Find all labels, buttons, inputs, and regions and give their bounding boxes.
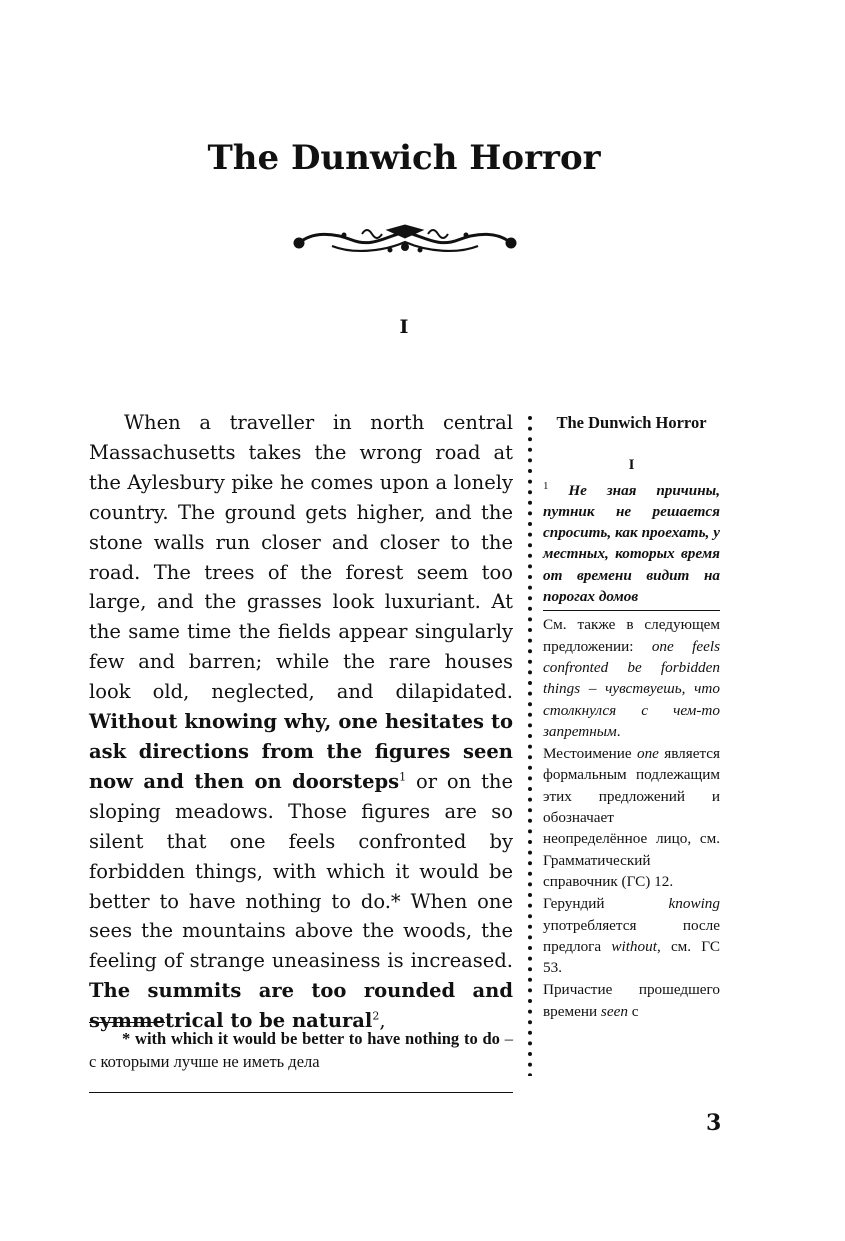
gloss-text: Не зная причины, путник не решается спросить, как проехать, у местных, которых время от времени видит на порогах домов <box>543 481 720 606</box>
divider-dot <box>528 437 532 441</box>
divider-dot <box>528 681 532 685</box>
divider-dot <box>528 946 532 950</box>
main-sentence-2: or on the sloping meadows. Those figures are so silent that one feels confronted by forbidden things, with which it would be better to have nothing to do.* When one sees the mountains above the woods, the feeling of strange uneasiness is increased. <box>89 769 514 973</box>
divider-dot <box>528 660 532 664</box>
divider-dot <box>528 554 532 558</box>
divider-dot <box>528 734 532 738</box>
sidebar-note-2 <box>543 743 720 892</box>
divider-dot <box>528 1063 532 1067</box>
divider-dot <box>528 935 532 939</box>
divider-dot <box>528 1052 532 1056</box>
divider-dot <box>528 1020 532 1024</box>
divider-dot <box>528 999 532 1003</box>
divider-dot <box>528 596 532 600</box>
divider-dot <box>528 702 532 706</box>
divider-dot <box>528 904 532 908</box>
divider-dot <box>528 533 532 537</box>
divider-dot <box>528 840 532 844</box>
divider-dot <box>528 480 532 484</box>
divider-dot <box>528 893 532 897</box>
sidebar-gloss <box>543 480 720 608</box>
divider-dot <box>528 851 532 855</box>
divider-dot <box>528 723 532 727</box>
note-3-italic-2: without <box>611 937 657 955</box>
divider-dot <box>528 808 532 812</box>
note-1-end: . <box>616 722 621 740</box>
main-text <box>89 408 513 1036</box>
sidebar-note-3 <box>543 893 720 978</box>
sidebar-note-1 <box>543 614 720 742</box>
bottom-rule <box>89 1092 513 1093</box>
note-4-italic: seen <box>600 1002 628 1020</box>
footnote-ref-2[interactable]: 2 <box>372 1009 380 1023</box>
sidebar-notes <box>543 408 720 1023</box>
sidebar-chapter: I <box>628 457 635 474</box>
divider-dot <box>528 829 532 833</box>
divider-dot <box>528 819 532 823</box>
divider-dot <box>528 1010 532 1014</box>
footnote-ref-1[interactable]: 1 <box>399 770 407 784</box>
divider-dot <box>528 766 532 770</box>
divider-dot <box>528 448 532 452</box>
divider-dot <box>528 978 532 982</box>
divider-dot <box>528 1041 532 1045</box>
divider-dot <box>528 670 532 674</box>
ornament-divider-icon <box>292 224 518 258</box>
note-3-italic: knowing <box>668 895 720 913</box>
divider-dot <box>528 776 532 780</box>
sidebar-rule <box>543 610 720 611</box>
gloss-number: 1 <box>543 479 549 492</box>
note-4-text: Причастие прошедшего времени <box>543 981 720 1020</box>
main-bold-1: Without knowing why, one hesitates to ask directions from the figures seen now and then on doorsteps <box>89 710 513 793</box>
divider-dot <box>528 745 532 749</box>
divider-dot <box>528 925 532 929</box>
divider-dot <box>528 607 532 611</box>
divider-dot <box>528 586 532 590</box>
divider-dot <box>528 1073 532 1076</box>
note-1-text: См. также в следующем предложении: <box>543 616 720 655</box>
divider-dot <box>528 543 532 547</box>
note-1-italic: one feels confronted be forbidden things – чувствуешь, что столкнулся с чем-то запретным <box>543 637 720 740</box>
divider-dot <box>528 511 532 515</box>
main-sentence-1: When a traveller in north central Massachusetts takes the wrong road at the Aylesbury pike he comes upon a lonely country. The ground gets higher, and the stone walls run closer and closer to the road. The trees of the forest seem too large, and the grasses look luxuriant. At the same time the fields appear singularly few and barren; while the rare houses look old, neglected, and dilapidated. <box>89 411 513 704</box>
footnote <box>89 1027 513 1073</box>
footnote-bold: * with which it would be better to have nothing to do <box>122 1029 500 1048</box>
divider-dot <box>528 458 532 462</box>
page-title: The Dunwich Horror <box>207 138 601 178</box>
divider-dot <box>528 1031 532 1035</box>
main-bold-2: The summits are too rounded and symmetrical to be natural <box>89 979 513 1033</box>
note-4-end: с <box>631 1002 639 1020</box>
divider-dot <box>528 798 532 802</box>
divider-dot <box>528 469 532 473</box>
divider-dot <box>528 522 532 526</box>
divider-dot <box>528 882 532 886</box>
sidebar-title: The Dunwich Horror <box>556 413 707 432</box>
divider-dot <box>528 787 532 791</box>
divider-dot <box>528 861 532 865</box>
divider-dot <box>528 416 532 420</box>
page-number: 3 <box>706 1110 722 1136</box>
note-3-text: Герундий <box>543 895 605 913</box>
divider-dot <box>528 957 532 961</box>
note-3-mid: употребляется после предлога <box>543 916 720 955</box>
divider-dot <box>528 617 532 621</box>
divider-dot <box>528 967 532 971</box>
divider-dot <box>528 564 532 568</box>
chapter-heading: I <box>399 316 409 338</box>
dotted-divider <box>525 414 535 1076</box>
note-2-text: Местоимение <box>543 745 632 763</box>
divider-dot <box>528 713 532 717</box>
divider-dot <box>528 628 532 632</box>
divider-dot <box>528 692 532 696</box>
footnote-rule <box>89 1022 165 1023</box>
sidebar-note-4 <box>543 979 720 1022</box>
divider-dot <box>528 988 532 992</box>
divider-dot <box>528 501 532 505</box>
divider-dot <box>528 755 532 759</box>
divider-dot <box>528 575 532 579</box>
main-punct: , <box>379 1009 386 1033</box>
note-2-italic: one <box>636 745 659 763</box>
divider-dot <box>528 649 532 653</box>
note-2-end: является формальным подлежащим этих предложений и обозначает неопределённое лицо, см. Грамматический справочник (ГС) 12. <box>543 745 721 890</box>
divider-dot <box>528 639 532 643</box>
divider-dot <box>528 427 532 431</box>
divider-dot <box>528 490 532 494</box>
divider-dot <box>528 914 532 918</box>
divider-dot <box>528 872 532 876</box>
footnote-text: – с которыми лучше не иметь дела <box>89 1029 513 1071</box>
note-3-end: , см. ГС 53. <box>543 937 721 977</box>
